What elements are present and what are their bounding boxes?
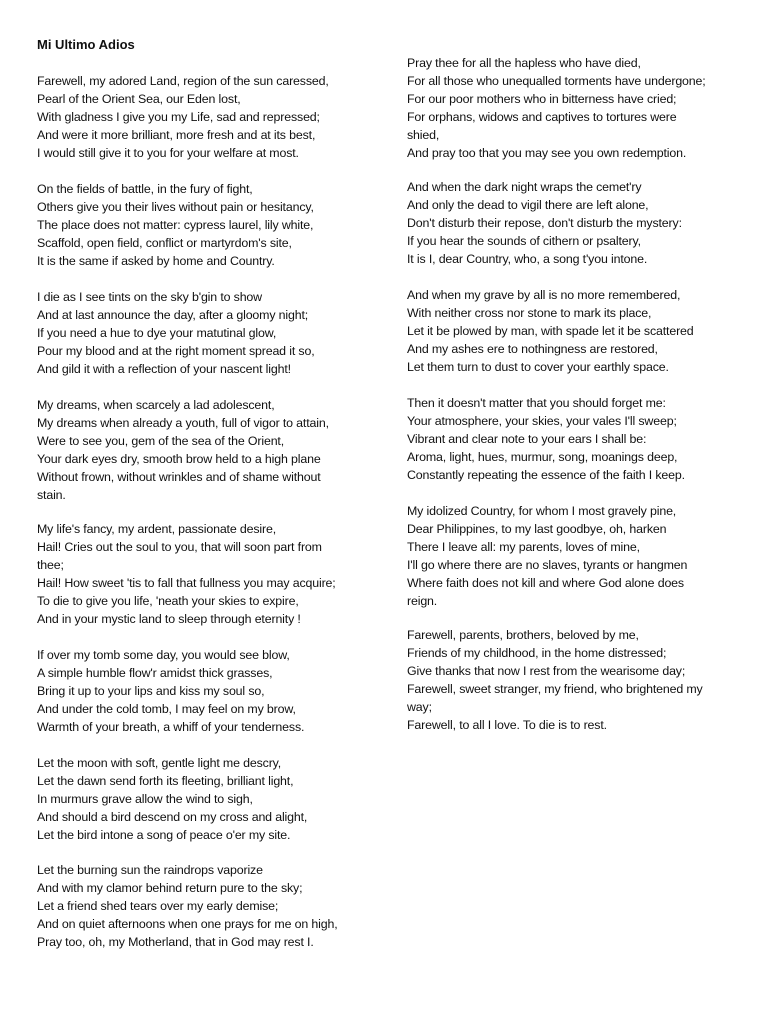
poem-line: Dear Philippines, to my last goodbye, oh, harken: [407, 522, 667, 536]
poem-line: Let a friend shed tears over my early demise;: [37, 899, 279, 913]
stanza: [407, 394, 737, 484]
poem-line: My dreams when already a youth, full of vigor to attain,: [37, 416, 329, 430]
poem-line: For all those who unequalled torments have undergone;: [407, 74, 706, 88]
poem-line: On the fields of battle, in the fury of fight,: [37, 182, 253, 196]
stanza: [37, 754, 387, 844]
poem-line: If over my tomb some day, you would see blow,: [37, 648, 290, 662]
stanza: [407, 54, 737, 162]
poem-line: And on quiet afternoons when one prays for me on high,: [37, 917, 338, 931]
poem-line: Farewell, sweet stranger, my friend, who brightened my: [407, 682, 703, 696]
poem-line: Constantly repeating the essence of the faith I keep.: [407, 468, 685, 482]
poem-line: Without frown, without wrinkles and of shame without: [37, 470, 321, 484]
poem-line: Your dark eyes dry, smooth brow held to a high plane: [37, 452, 321, 466]
poem-line: And should a bird descend on my cross and alight,: [37, 810, 308, 824]
poem-line: Let the bird intone a song of peace o'er my site.: [37, 828, 291, 842]
poem-line: Farewell, to all I love. To die is to rest.: [407, 718, 607, 732]
poem-line: Warmth of your breath, a whiff of your tenderness.: [37, 720, 305, 734]
poem-line: It is the same if asked by home and Country.: [37, 254, 275, 268]
poem-line: way;: [407, 700, 432, 714]
poem-line: My idolized Country, for whom I most gravely pine,: [407, 504, 677, 518]
poem-line: Pearl of the Orient Sea, our Eden lost,: [37, 92, 241, 106]
poem-line: Where faith does not kill and where God alone does: [407, 576, 684, 590]
poem-line: The place does not matter: cypress laurel, lily white,: [37, 218, 314, 232]
poem-line: And only the dead to vigil there are left alone,: [407, 198, 649, 212]
poem-line: If you need a hue to dye your matutinal glow,: [37, 326, 277, 340]
stanza: [407, 178, 737, 268]
poem-line: If you hear the sounds of cithern or psaltery,: [407, 234, 641, 248]
poem-line: A simple humble flow'r amidst thick grasses,: [37, 666, 273, 680]
poem-line: I'll go where there are no slaves, tyrants or hangmen: [407, 558, 688, 572]
stanza: [37, 396, 387, 504]
poem-line: For orphans, widows and captives to tortures were: [407, 110, 677, 124]
poem-line: For our poor mothers who in bitterness have cried;: [407, 92, 677, 106]
stanza: [37, 861, 387, 951]
stanza: [37, 72, 387, 162]
poem-line: Let the moon with soft, gentle light me descry,: [37, 756, 282, 770]
poem-line: And gild it with a reflection of your nascent light!: [37, 362, 291, 376]
poem-line: To die to give you life, 'neath your skies to expire,: [37, 594, 299, 608]
poem-line: Let the burning sun the raindrops vaporize: [37, 863, 263, 877]
poem-line: Pray thee for all the hapless who have died,: [407, 56, 641, 70]
poem-line: Let it be plowed by man, with spade let it be scattered: [407, 324, 694, 338]
poem-line: Scaffold, open field, conflict or martyrdom's site,: [37, 236, 292, 250]
poem-line: Then it doesn't matter that you should forget me:: [407, 396, 666, 410]
poem-line: thee;: [37, 558, 64, 572]
poem-line: Vibrant and clear note to your ears I shall be:: [407, 432, 647, 446]
stanza: [37, 646, 387, 736]
poem-line: And were it more brilliant, more fresh and at its best,: [37, 128, 316, 142]
poem-line: With gladness I give you my Life, sad and repressed;: [37, 110, 320, 124]
poem-line: And when the dark night wraps the cemet'ry: [407, 180, 642, 194]
poem-line: There I leave all: my parents, loves of mine,: [407, 540, 640, 554]
poem-line: Pray too, oh, my Motherland, that in God may rest I.: [37, 935, 314, 949]
poem-line: Don't disturb their repose, don't disturb the mystery:: [407, 216, 682, 230]
stanza: [37, 180, 387, 270]
poem-line: My dreams, when scarcely a lad adolescent,: [37, 398, 275, 412]
stanza: [407, 626, 737, 734]
poem-line: And with my clamor behind return pure to the sky;: [37, 881, 303, 895]
poem-line: Farewell, parents, brothers, beloved by me,: [407, 628, 639, 642]
poem-line: Friends of my childhood, in the home distressed;: [407, 646, 667, 660]
poem-line: In murmurs grave allow the wind to sigh,: [37, 792, 253, 806]
poem-line: Your atmosphere, your skies, your vales I'll sweep;: [407, 414, 677, 428]
poem-line: Give thanks that now I rest from the wearisome day;: [407, 664, 686, 678]
poem-line: reign.: [407, 594, 438, 608]
stanza: [407, 502, 737, 610]
poem-line: Let the dawn send forth its fleeting, brilliant light,: [37, 774, 294, 788]
poem-line: stain.: [37, 488, 66, 502]
poem-line: And when my grave by all is no more remembered,: [407, 288, 681, 302]
poem-line: And my ashes ere to nothingness are restored,: [407, 342, 658, 356]
poem-line: And at last announce the day, after a gloomy night;: [37, 308, 309, 322]
poem-line: shied,: [407, 128, 440, 142]
poem-title: Mi Ultimo Adios: [37, 37, 135, 52]
poem-line: Aroma, light, hues, murmur, song, moanings deep,: [407, 450, 678, 464]
poem-line: It is I, dear Country, who, a song t'you intone.: [407, 252, 648, 266]
stanza: [37, 288, 387, 378]
poem-line: And in your mystic land to sleep through eternity !: [37, 612, 301, 626]
poem-line: Farewell, my adored Land, region of the sun caressed,: [37, 74, 329, 88]
poem-line: And under the cold tomb, I may feel on my brow,: [37, 702, 296, 716]
stanza: [37, 520, 387, 628]
poem-line: And pray too that you may see you own redemption.: [407, 146, 687, 160]
poem-line: I die as I see tints on the sky b'gin to show: [37, 290, 262, 304]
poem-line: Others give you their lives without pain or hesitancy,: [37, 200, 314, 214]
poem-line: With neither cross nor stone to mark its place,: [407, 306, 652, 320]
poem-line: Let them turn to dust to cover your earthly space.: [407, 360, 669, 374]
poem-line: Pour my blood and at the right moment spread it so,: [37, 344, 315, 358]
poem-line: Hail! How sweet 'tis to fall that fullness you may acquire;: [37, 576, 336, 590]
poem-line: Were to see you, gem of the sea of the Orient,: [37, 434, 285, 448]
poem-line: Bring it up to your lips and kiss my soul so,: [37, 684, 265, 698]
poem-line: My life's fancy, my ardent, passionate desire,: [37, 522, 277, 536]
stanza: [407, 286, 737, 376]
poem-line: Hail! Cries out the soul to you, that will soon part from: [37, 540, 322, 554]
poem-line: I would still give it to you for your welfare at most.: [37, 146, 299, 160]
